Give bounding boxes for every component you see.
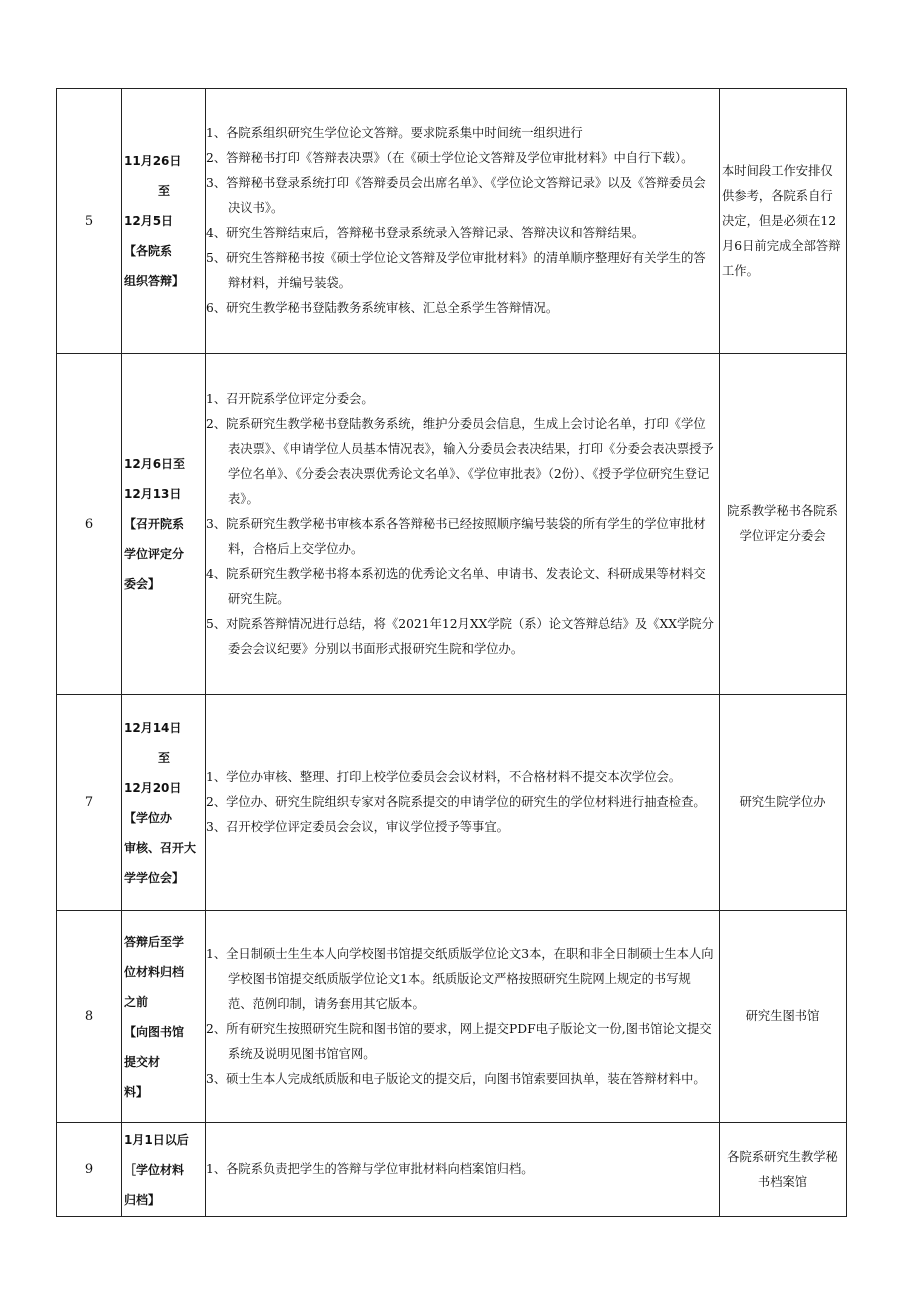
schedule-table xyxy=(56,88,847,1217)
date-line: 之前 xyxy=(124,994,149,1009)
date-line: 【向图书馆 xyxy=(124,1024,185,1039)
date-line: 12月14日 xyxy=(124,720,182,735)
date-line: 12月5日 xyxy=(124,214,174,228)
date-cell xyxy=(122,89,206,354)
task-item: 3、答辩秘书登录系统打印《答辩委员会出席名单》、《学位论文答辩记录》以及《答辩委员会决议书》。 xyxy=(206,176,706,215)
responsible-cell: 本时间段工作安排仅供参考，各院系自行决定，但是必须在12月6日前完成全部答辩工作。 xyxy=(720,89,847,354)
date-line: 学位评定分 xyxy=(124,547,185,561)
table-row xyxy=(57,1123,847,1217)
task-cell xyxy=(206,695,720,911)
task-cell xyxy=(206,1123,720,1217)
date-line: 学学位会】 xyxy=(124,870,185,885)
task-item: 6、研究生教学秘书登陆教务系统审核、汇总全系学生答辩情况。 xyxy=(206,301,559,315)
date-line: 料】 xyxy=(124,1084,149,1099)
date-line: 11月26日 xyxy=(124,154,182,168)
date-line: 至 xyxy=(157,184,170,198)
table-row xyxy=(57,911,847,1123)
date-line: 至 xyxy=(157,750,170,765)
row-number: 9 xyxy=(57,1123,122,1217)
row-number: 7 xyxy=(57,695,122,911)
task-cell xyxy=(206,89,720,354)
task-item: 2、答辩秘书打印《答辩表决票》（在《硕士学位论文答辩及学位审批材料》中自行下载）。 xyxy=(206,151,694,165)
task-item: 4、研究生答辩结束后，答辩秘书登录系统录入答辩记录、答辩决议和答辩结果。 xyxy=(206,226,645,240)
task-item: 1、全日制硕士生生本人向学校图书馆提交纸质版学位论文3本，在职和非全日制硕士生本人向学校图书馆提交纸质版学位论文1本。纸质版论文严格按照研究生院网上规定的书写规范、范例印制，请务套用其它版本。 xyxy=(206,946,714,1011)
table-row xyxy=(57,354,847,695)
task-item: 1、各院系负责把学生的答辩与学位审批材料向档案馆归档。 xyxy=(206,1162,534,1176)
responsible-cell: 院系教学秘书各院系学位评定分委会 xyxy=(720,354,847,695)
date-cell xyxy=(122,1123,206,1217)
task-item: 1、各院系组织研究生学位论文答辩。要求院系集中时间统一组织进行 xyxy=(206,126,583,140)
date-line: 12月13日 xyxy=(124,487,182,501)
task-item: 5、对院系答辩情况进行总结，将《2021年12月XX学院（系）论文答辩总结》及《XX学院分委会会议纪要》分别以书面形式报研究生院和学位办。 xyxy=(206,616,714,656)
task-item: 2、所有研究生按照研究生院和图书馆的要求，网上提交PDF电子版论文一份,图书馆论文提交系统及说明见图书馆官网。 xyxy=(206,1021,712,1061)
date-line: 1月1日以后 xyxy=(124,1132,189,1147)
table-row xyxy=(57,89,847,354)
task-item: 3、院系研究生教学秘书审核本系各答辩秘书已经按照顺序编号装袋的所有学生的学位审批材料，合格后上交学位办。 xyxy=(206,516,706,556)
task-cell xyxy=(206,911,720,1123)
task-cell xyxy=(206,354,720,695)
date-line: ［学位材料 xyxy=(124,1162,185,1177)
task-item: 2、学位办、研究生院组织专家对各院系提交的申请学位的研究生的学位材料进行抽查检查。 xyxy=(206,795,706,809)
date-cell xyxy=(122,695,206,911)
responsible-cell: 各院系研究生教学秘书档案馆 xyxy=(720,1123,847,1217)
date-line: 12月6日至 xyxy=(124,457,186,471)
responsible-cell: 研究生图书馆 xyxy=(720,911,847,1123)
task-item: 3、召开校学位评定委员会会议，审议学位授予等事宜。 xyxy=(206,820,509,834)
task-item: 4、院系研究生教学秘书将本系初选的优秀论文名单、申请书、发表论文、科研成果等材料交研究生院。 xyxy=(206,566,706,606)
date-line: 【各院系 xyxy=(124,244,173,258)
date-line: 审核、召开大 xyxy=(124,840,197,855)
date-cell xyxy=(122,911,206,1123)
row-number: 6 xyxy=(57,354,122,695)
date-line: 【学位办 xyxy=(124,810,173,825)
date-line: 答辩后至学 xyxy=(124,934,185,949)
date-line: 组织答辩】 xyxy=(124,274,185,288)
date-line: 【召开院系 xyxy=(124,517,185,531)
date-line: 提交材 xyxy=(124,1054,161,1069)
date-line: 委会】 xyxy=(124,577,161,591)
responsible-cell: 研究生院学位办 xyxy=(720,695,847,911)
date-line: 归档】 xyxy=(124,1192,161,1207)
date-line: 12月20日 xyxy=(124,780,182,795)
row-number: 8 xyxy=(57,911,122,1123)
date-cell xyxy=(122,354,206,695)
row-number: 5 xyxy=(57,89,122,354)
date-line: 位材料归档 xyxy=(124,964,185,979)
task-item: 3、硕士生本人完成纸质版和电子版论文的提交后，向图书馆索要回执单，装在答辩材料中。 xyxy=(206,1071,706,1086)
task-item: 2、院系研究生教学秘书登陆教务系统，维护分委员会信息，生成上会讨论名单，打印《学位表决票》、《申请学位人员基本情况表》，输入分委员会表决结果，打印《分委会表决票授予学位名单》、《分委会表决票优秀论文名单》、《学位审批表》（2份）、《授予学位研究生登记表》。 xyxy=(206,416,714,506)
table-row xyxy=(57,695,847,911)
task-item: 1、学位办审核、整理、打印上校学位委员会会议材料，不合格材料不提交本次学位会。 xyxy=(206,770,682,784)
task-item: 5、研究生答辩秘书按《硕士学位论文答辩及学位审批材料》的清单顺序整理好有关学生的答辩材料，并编号装袋。 xyxy=(206,251,706,290)
task-item: 1、召开院系学位评定分委会。 xyxy=(206,391,374,406)
